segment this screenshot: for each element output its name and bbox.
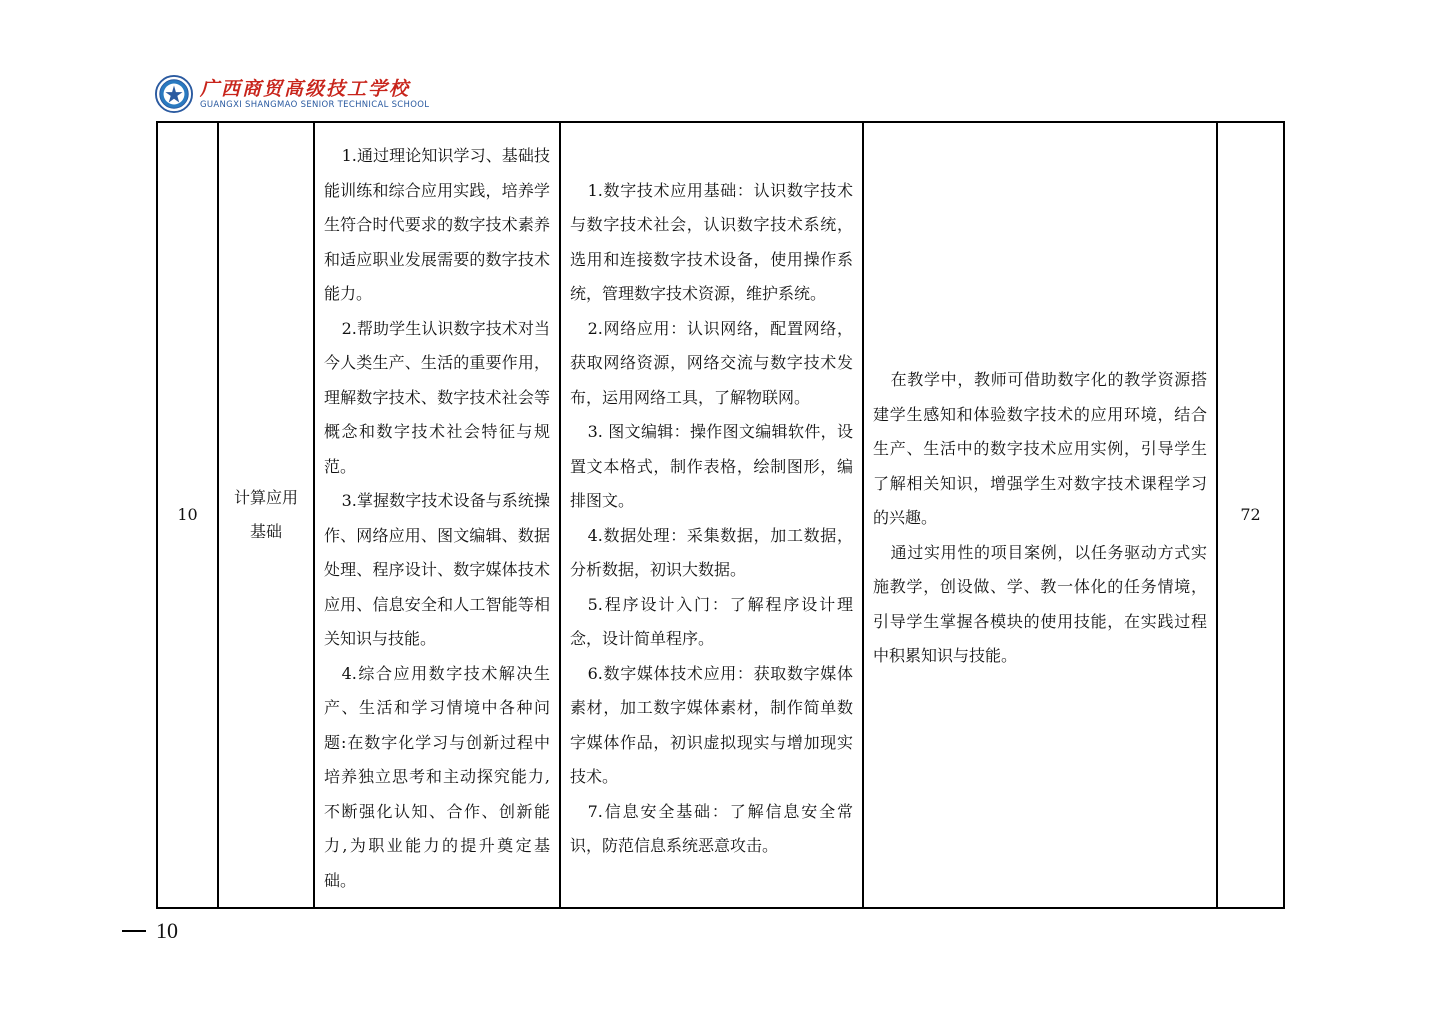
subject-line-1: 计算应用	[233, 488, 298, 507]
objective-item: 2.帮助学生认识数字技术对当今人类生产、生活的重要作用，理解数字技术、数字技术社会等概念和数字技术社会特征与规范。	[324, 318, 550, 476]
subject-cell	[218, 122, 314, 908]
teaching-cell	[863, 122, 1217, 908]
page-header	[155, 73, 429, 115]
content-item: 5.程序设计入门：了解程序设计理念，设计简单程序。	[570, 594, 853, 648]
teaching-item: 通过实用性的项目案例，以任务驱动方式实施教学，创设做、学、教一体化的任务情境，引导学生掌握各模块的使用技能，在实践过程中积累知识与技能。	[873, 542, 1207, 666]
row-number: 10	[157, 122, 218, 908]
school-seal-icon	[155, 75, 193, 113]
page-footer	[122, 918, 178, 944]
content-item: 1.数字技术应用基础：认识数字技术与数字技术社会，认识数字技术系统，选用和连接数字技术设备，使用操作系统，管理数字技术资源，维护系统。	[570, 180, 853, 303]
school-name-en: GUANGXI SHANGMAO SENIOR TECHNICAL SCHOOL	[200, 99, 430, 110]
teaching-item: 在教学中，教师可借助数字化的教学资源搭建学生感知和体验数字技术的应用环境，结合生产、生活中的数字技术应用实例，引导学生了解相关知识，增强学生对数字技术课程学习的兴趣。	[873, 370, 1207, 528]
subject-line-2: 基础	[249, 522, 282, 541]
contents-cell	[560, 122, 863, 908]
course-table	[156, 121, 1285, 909]
objectives-cell	[314, 122, 560, 908]
content-item: 6.数字媒体技术应用：获取数字媒体素材，加工数字媒体素材，制作简单数字媒体作品，初识虚拟现实与增加现实技术。	[570, 663, 853, 786]
hours-cell: 72	[1217, 122, 1284, 908]
objective-item: 4.综合应用数字技术解决生产、生活和学习情境中各种问题:在数字化学习与创新过程中培养独立思考和主动探究能力,不断强化认知、合作、创新能力,为职业能力的提升奠定基础。	[324, 663, 550, 890]
table-row	[157, 122, 1284, 908]
content-item: 2.网络应用：认识网络，配置网络，获取网络资源，网络交流与数字技术发布，运用网络工具，了解物联网。	[570, 318, 853, 407]
school-name-cn: 广西商贸高级技工学校	[200, 77, 411, 100]
page-number: 10	[156, 918, 178, 943]
footer-dash	[122, 930, 146, 932]
objective-item: 3.掌握数字技术设备与系统操作、网络应用、图文编辑、数据处理、程序设计、数字媒体技术应用、信息安全和人工智能等相关知识与技能。	[324, 491, 550, 648]
content-item: 7.信息安全基础：了解信息安全常识，防范信息系统恶意攻击。	[570, 801, 853, 855]
content-item: 4.数据处理：采集数据，加工数据，分析数据，初识大数据。	[570, 525, 853, 579]
content-item: 3. 图文编辑：操作图文编辑软件，设置文本格式，制作表格，绘制图形，编排图文。	[570, 422, 853, 510]
objective-item: 1.通过理论知识学习、基础技能训练和综合应用实践，培养学生符合时代要求的数字技术素养和适应职业发展需要的数字技术能力。	[324, 146, 550, 303]
